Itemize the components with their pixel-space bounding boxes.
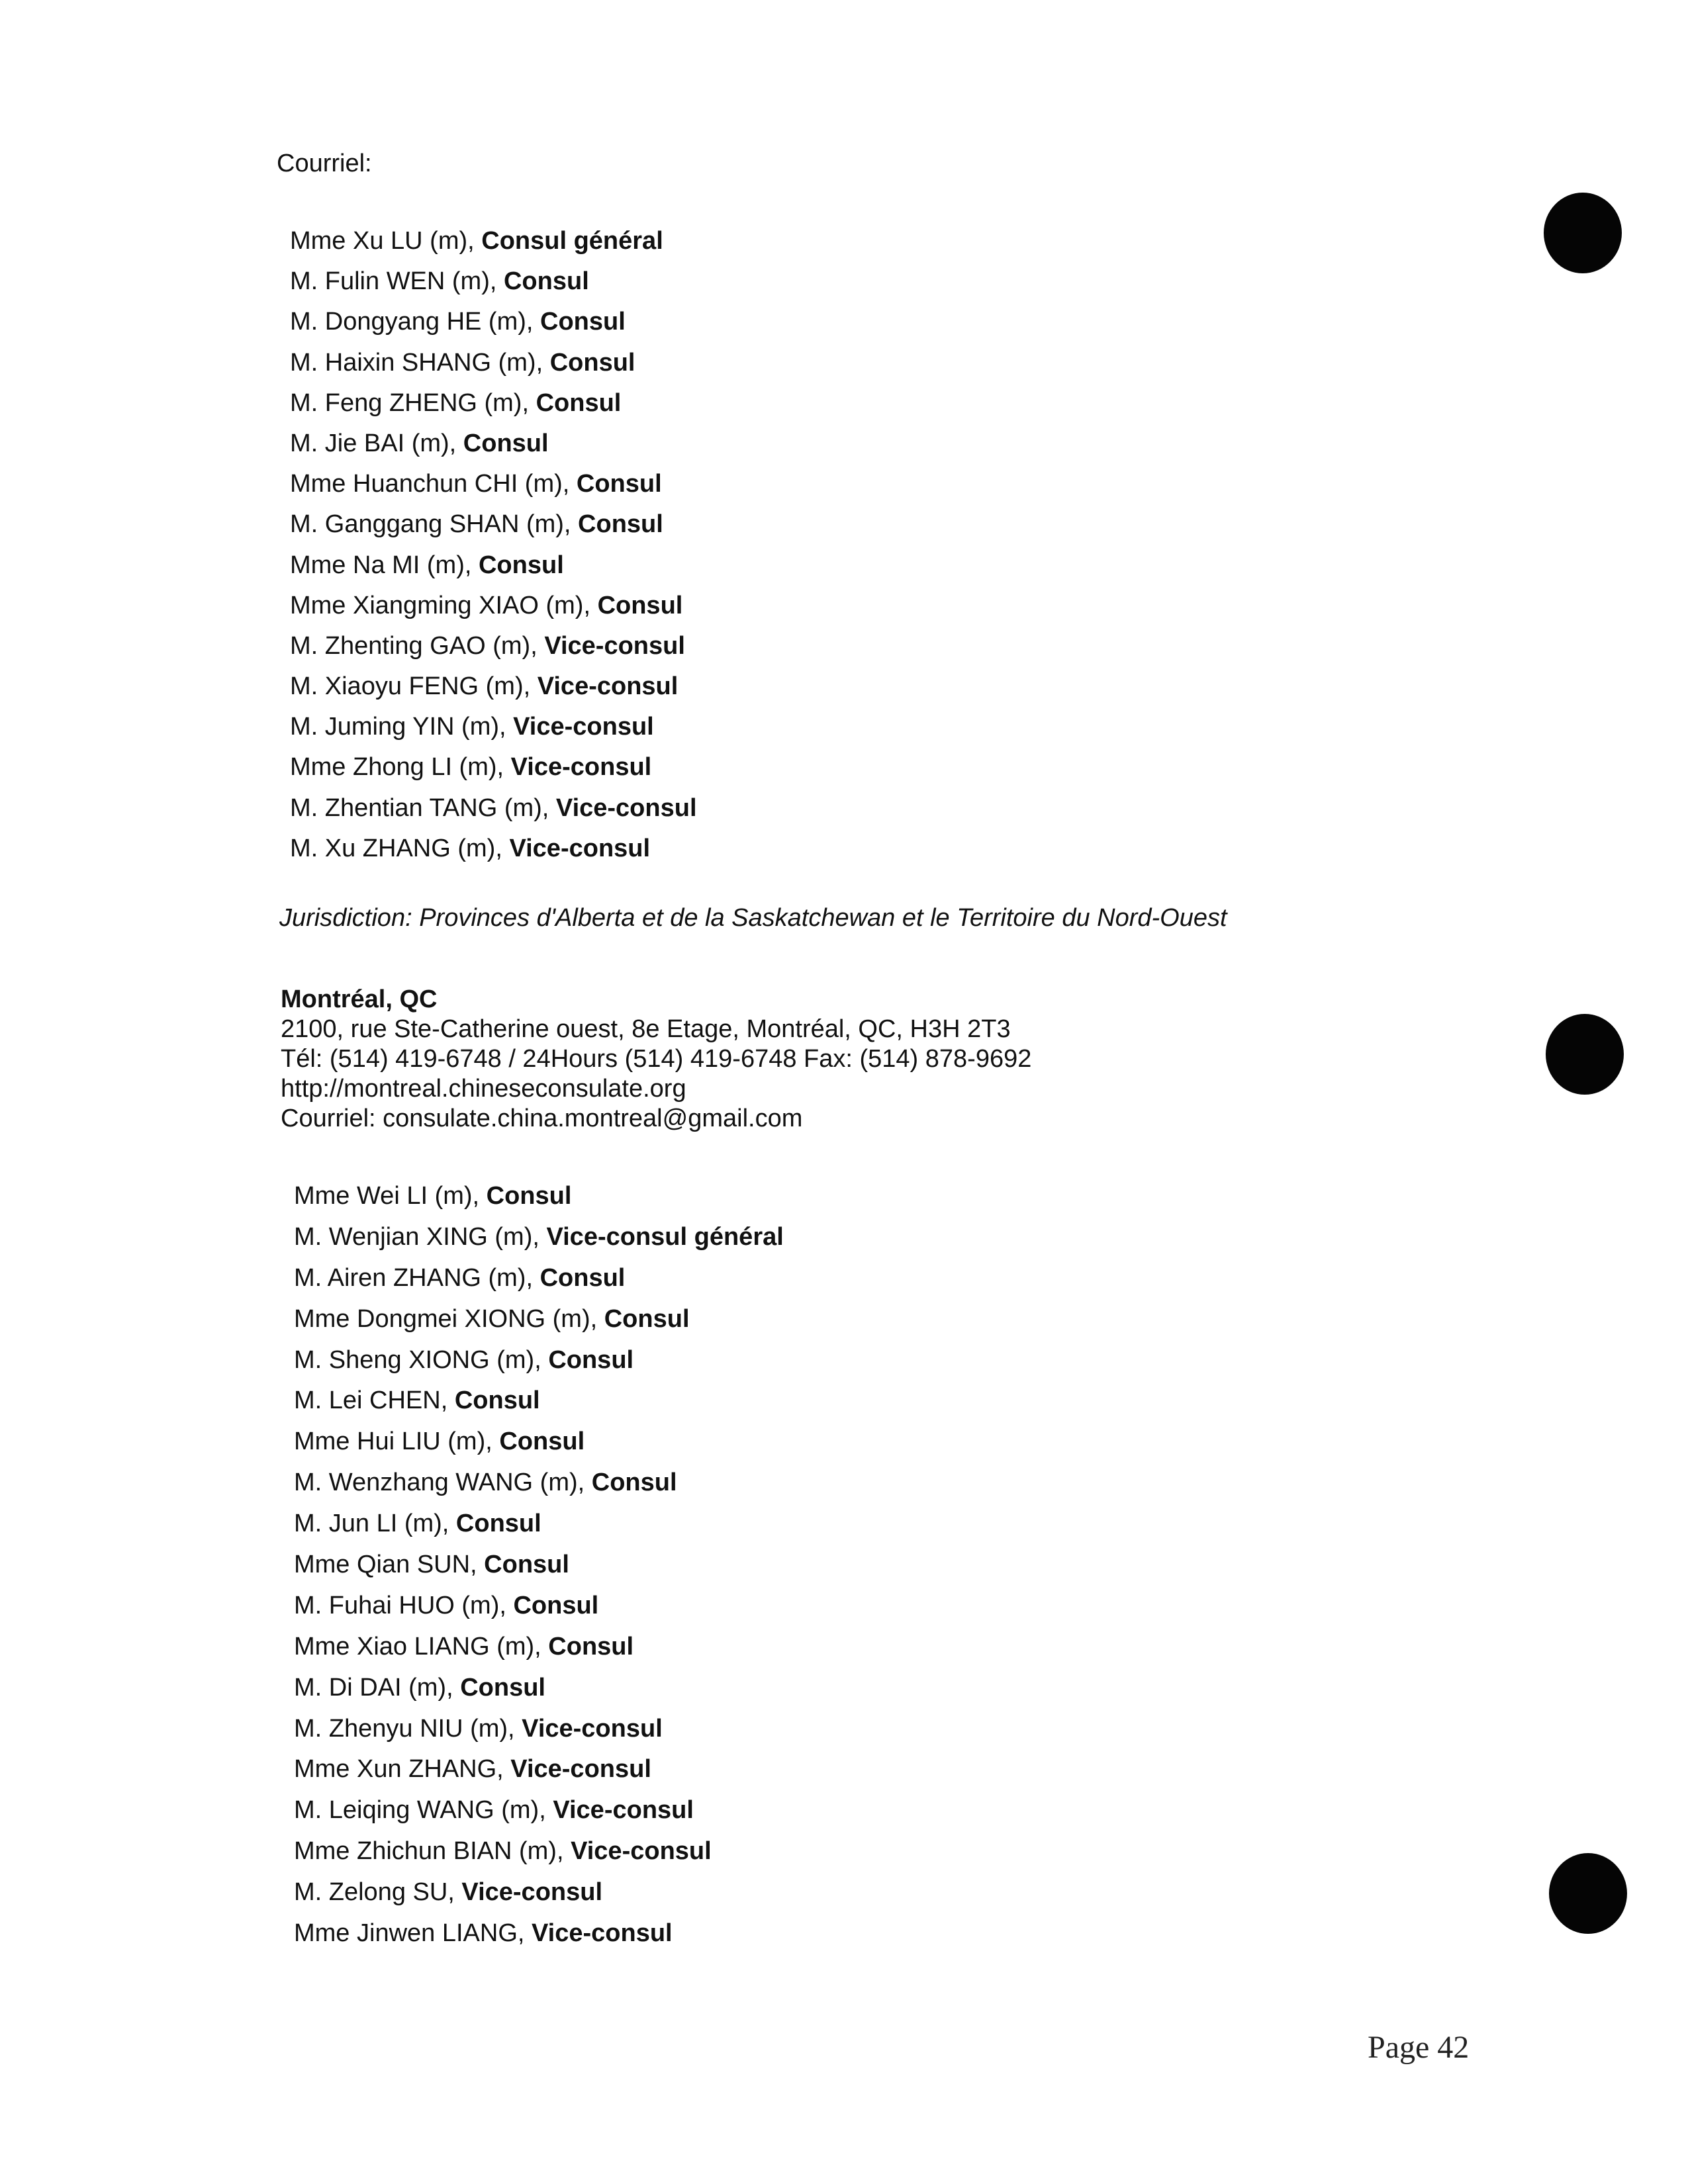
staff-title: Consul [486, 1182, 572, 1210]
staff-name: Mme Xun ZHANG, [294, 1755, 511, 1784]
staff-entry [290, 464, 697, 504]
office-email: Courriel: consulate.china.montreal@gmail.com [281, 1105, 803, 1132]
calgary-staff-list [290, 221, 697, 869]
staff-title: Vice-consul général [546, 1222, 784, 1251]
staff-name: Mme Zhichun BIAN (m), [294, 1837, 571, 1866]
staff-entry [294, 1381, 784, 1422]
staff-entry [294, 1258, 784, 1299]
staff-entry [294, 1545, 784, 1586]
office-phone: Tél: (514) 419-6748 / 24Hours (514) 419-6748 Fax: (514) 878-9692 [281, 1045, 1032, 1073]
staff-entry [294, 1504, 784, 1545]
email-label: Courriel: [277, 150, 372, 177]
staff-entry [294, 1709, 784, 1750]
staff-name: M. Fulin WEN (m), [290, 267, 504, 296]
staff-name: M. Wenzhang WANG (m), [294, 1469, 592, 1497]
staff-entry [294, 1668, 784, 1709]
staff-title: Consul [484, 1551, 569, 1579]
staff-title: Vice-consul [513, 713, 654, 741]
staff-entry [294, 1586, 784, 1627]
punch-hole [1546, 1014, 1624, 1095]
punch-hole [1549, 1853, 1627, 1934]
staff-entry [294, 1422, 784, 1463]
punch-hole [1544, 193, 1622, 273]
staff-title: Consul [478, 551, 564, 579]
staff-title: Consul [463, 429, 549, 457]
staff-entry [294, 1831, 784, 1872]
staff-name: Mme Jinwen LIANG, [294, 1919, 532, 1948]
staff-entry [290, 666, 697, 707]
staff-title: Consul [548, 1632, 634, 1661]
staff-title: Consul [578, 510, 663, 539]
staff-name: Mme Xu LU (m), [290, 227, 482, 255]
jurisdiction-note: Jurisdiction: Provinces d'Alberta et de la Saskatchewan et le Territoire du Nord-Ouest [279, 904, 1227, 932]
staff-title: Consul [576, 470, 662, 498]
staff-title: Consul [597, 591, 683, 619]
staff-name: M. Xiaoyu FENG (m), [290, 672, 538, 701]
staff-name: Mme Xiao LIANG (m), [294, 1632, 549, 1661]
staff-title: Consul [503, 267, 589, 296]
montreal-office-block [281, 985, 1031, 1134]
staff-title: Vice-consul [510, 1755, 651, 1784]
staff-name: Mme Wei LI (m), [294, 1182, 487, 1210]
staff-name: M. Leiqing WANG (m), [294, 1796, 553, 1825]
staff-name: Mme Qian SUN, [294, 1551, 485, 1579]
staff-name: M. Zhenyu NIU (m), [294, 1714, 522, 1743]
staff-title: Consul [539, 1263, 626, 1292]
staff-entry [294, 1463, 784, 1504]
staff-entry [290, 261, 697, 302]
staff-title: Vice-consul [510, 753, 652, 782]
staff-name: M. Airen ZHANG (m), [294, 1263, 540, 1292]
staff-entry [290, 504, 697, 545]
staff-title: Consul [513, 1591, 599, 1619]
staff-entry [294, 1749, 784, 1790]
staff-name: M. Jie BAI (m), [290, 429, 463, 457]
staff-title: Vice-consul [461, 1878, 603, 1907]
staff-name: Mme Zhong LI (m), [290, 753, 511, 782]
staff-name: M. Fuhai HUO (m), [294, 1591, 514, 1619]
staff-entry [290, 626, 697, 666]
staff-title: Vice-consul [544, 631, 685, 660]
staff-name: Mme Na MI (m), [290, 551, 479, 579]
staff-name: M. Dongyang HE (m), [290, 308, 540, 336]
staff-entry [290, 343, 697, 383]
staff-entry [290, 424, 697, 464]
staff-title: Consul [499, 1428, 585, 1456]
montreal-staff-list [294, 1176, 784, 1954]
staff-title: Consul [455, 1510, 541, 1538]
staff-name: M. Jun LI (m), [294, 1510, 456, 1538]
staff-title: Consul [460, 1673, 545, 1702]
staff-name: M. Zelong SU, [294, 1878, 462, 1907]
staff-title: Consul [548, 1345, 634, 1374]
staff-entry [290, 747, 697, 788]
staff-entry [290, 829, 697, 869]
staff-entry [294, 1217, 784, 1258]
staff-title: Consul [536, 388, 622, 417]
staff-entry [294, 1790, 784, 1831]
staff-name: M. Sheng XIONG (m), [294, 1345, 549, 1374]
staff-name: M. Di DAI (m), [294, 1673, 461, 1702]
staff-entry [290, 545, 697, 586]
staff-name: M. Wenjian XING (m), [294, 1222, 547, 1251]
staff-entry [294, 1872, 784, 1913]
staff-title: Vice-consul [555, 794, 697, 822]
staff-name: M. Ganggang SHAN (m), [290, 510, 579, 539]
staff-name: M. Lei CHEN, [294, 1387, 455, 1415]
staff-title: Vice-consul [537, 672, 679, 701]
office-address: 2100, rue Ste-Catherine ouest, 8e Etage, Montréal, QC, H3H 2T3 [281, 1015, 1011, 1043]
staff-name: Mme Huanchun CHI (m), [290, 470, 577, 498]
staff-name: Mme Dongmei XIONG (m), [294, 1304, 604, 1333]
staff-entry [290, 383, 697, 424]
staff-name: M. Feng ZHENG (m), [290, 388, 536, 417]
staff-name: M. Zhentian TANG (m), [290, 794, 556, 822]
staff-title: Consul [540, 308, 626, 336]
staff-title: Vice-consul [532, 1919, 673, 1948]
staff-name: Mme Hui LIU (m), [294, 1428, 500, 1456]
staff-entry [290, 586, 697, 626]
staff-entry [290, 302, 697, 342]
office-website: http://montreal.chineseconsulate.org [281, 1075, 686, 1103]
staff-entry [294, 1340, 784, 1381]
staff-entry [294, 1299, 784, 1340]
staff-name: M. Haixin SHANG (m), [290, 348, 550, 377]
staff-title: Consul [604, 1304, 690, 1333]
staff-name: Mme Xiangming XIAO (m), [290, 591, 598, 619]
staff-entry [290, 788, 697, 829]
staff-title: Consul [549, 348, 635, 377]
staff-name: M. Xu ZHANG (m), [290, 834, 510, 862]
staff-title: Vice-consul [553, 1796, 694, 1825]
staff-title: Consul [591, 1469, 677, 1497]
staff-entry [290, 221, 697, 261]
staff-entry [294, 1176, 784, 1217]
staff-title: Vice-consul [571, 1837, 712, 1866]
staff-title: Vice-consul [509, 834, 651, 862]
staff-title: Consul [454, 1387, 540, 1415]
office-city: Montréal, QC [281, 985, 438, 1013]
staff-name: M. Juming YIN (m), [290, 713, 514, 741]
staff-title: Vice-consul [522, 1714, 663, 1743]
staff-entry [290, 707, 697, 747]
staff-name: M. Zhenting GAO (m), [290, 631, 545, 660]
page-number: Page 42 [1368, 2030, 1470, 2065]
staff-entry [294, 1627, 784, 1668]
staff-entry [294, 1913, 784, 1954]
staff-title: Consul général [481, 227, 663, 255]
